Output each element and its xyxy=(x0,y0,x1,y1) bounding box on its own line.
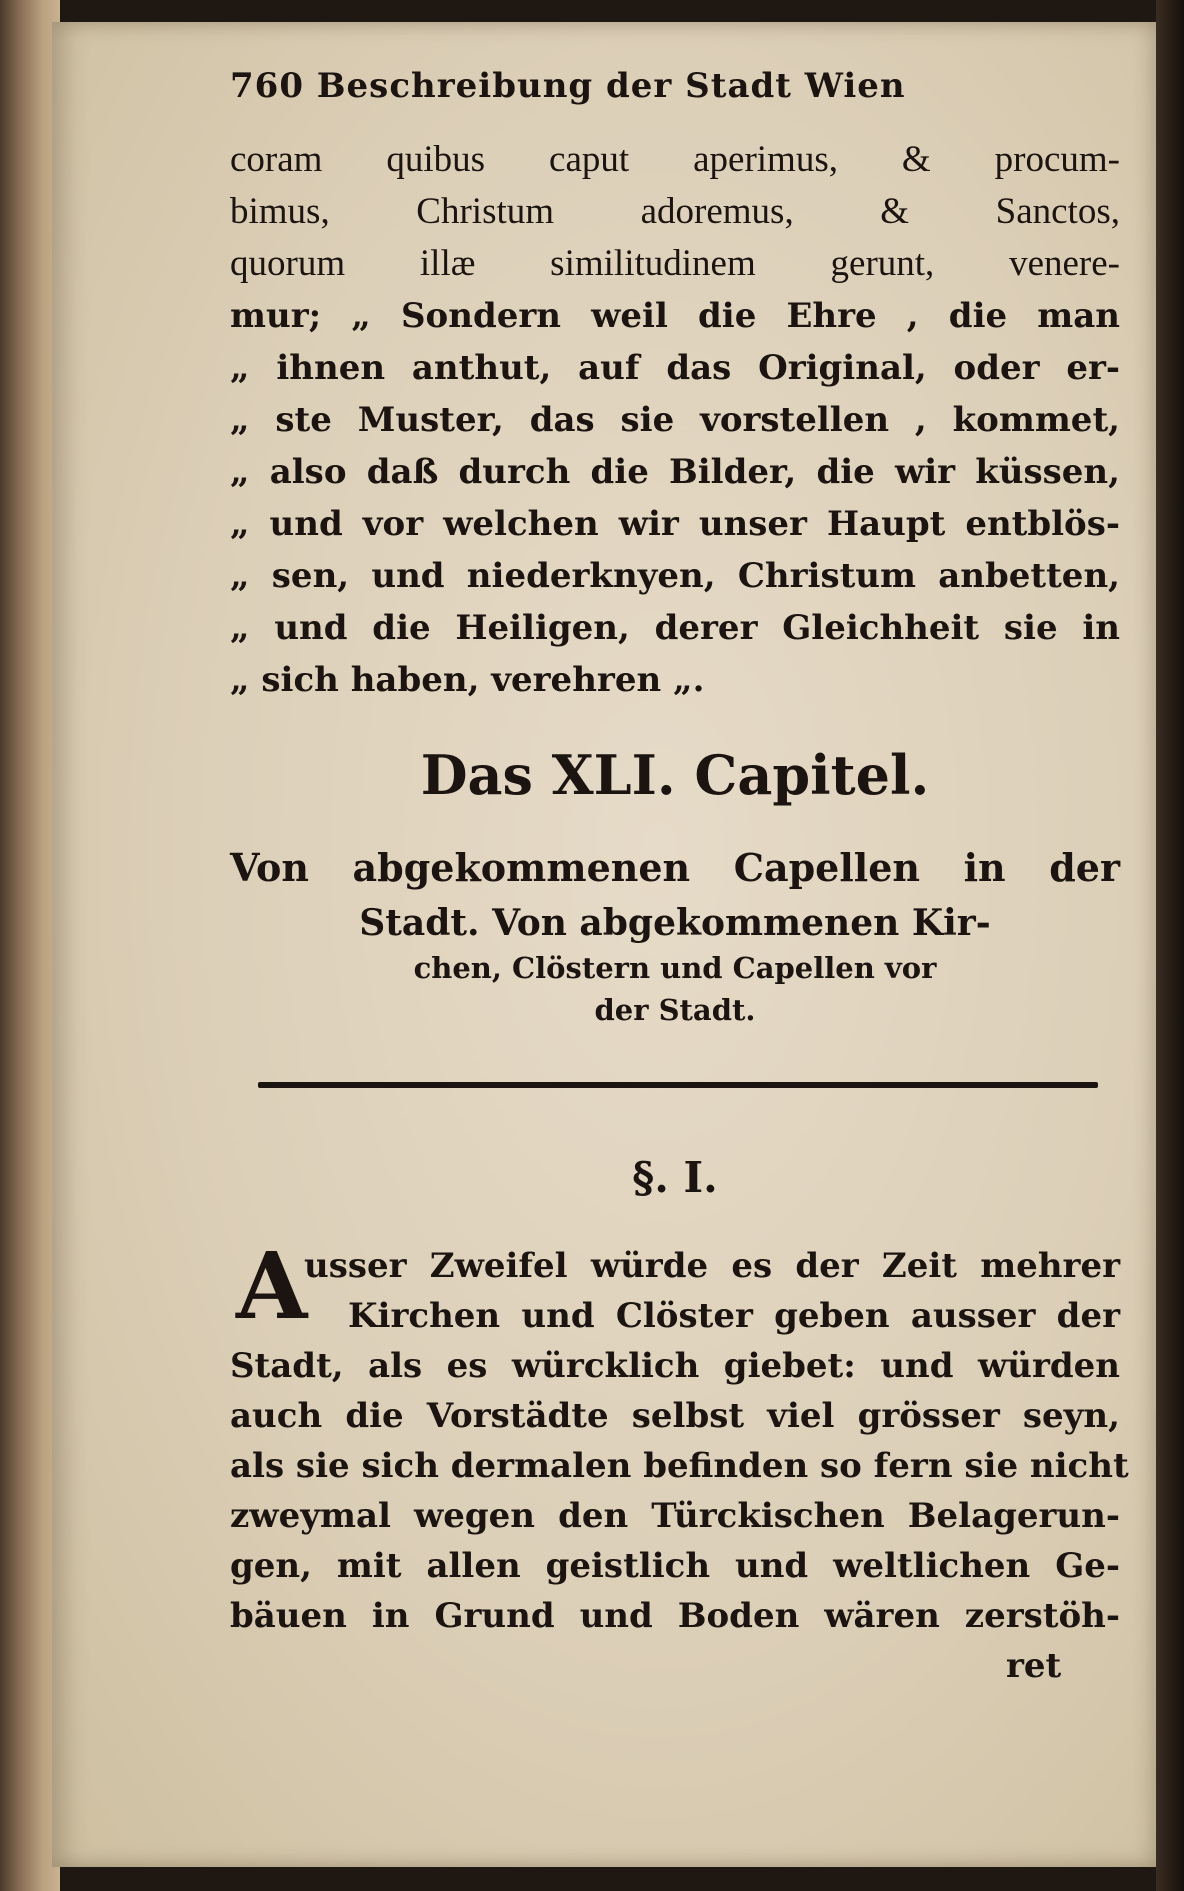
chapter-subtitle-line: Von abgekommenen Capellen in der xyxy=(230,845,1120,890)
body-line: bäuen in Grund und Boden wären zerstöh- xyxy=(230,1596,1120,1636)
drop-cap-initial: A xyxy=(236,1232,308,1340)
body-line: zweymal wegen den Türckischen Belagerun- xyxy=(230,1496,1120,1536)
body-line: gen, mit allen geistlich und weltlichen Ge- xyxy=(230,1546,1120,1586)
quote-line: coram quibus caput aperimus, & procum- xyxy=(230,139,1120,180)
horizontal-rule xyxy=(258,1082,1098,1088)
quote-line: quorum illæ similitudinem gerunt, venere- xyxy=(230,243,1120,284)
quote-line: „ ihnen anthut, auf das Original, oder er- xyxy=(230,348,1120,388)
body-line: als sie sich dermalen befinden so fern sie nicht xyxy=(230,1446,1129,1486)
quote-line: bimus, Christum adoremus, & Sanctos, xyxy=(230,191,1120,232)
body-line: usser Zweifel würde es der Zeit mehrer xyxy=(304,1246,1120,1286)
chapter-title: Das XLI. Capitel. xyxy=(420,743,930,807)
body-line: auch die Vorstädte selbst viel grösser seyn, xyxy=(230,1396,1120,1436)
catchword: ret xyxy=(1006,1646,1062,1686)
quote-line: „ und die Heiligen, derer Gleichheit sie in xyxy=(230,608,1120,648)
chapter-subtitle-line: Stadt. Von abgekommenen Kir- xyxy=(359,902,991,944)
body-line: Kirchen und Clöster geben ausser der xyxy=(348,1296,1120,1336)
quote-line: „ sich haben, verehren „. xyxy=(230,660,705,700)
running-head: 760 Beschreibung der Stadt Wien xyxy=(230,66,906,106)
quote-line: „ sen, und niederknyen, Christum anbetten, xyxy=(230,556,1120,596)
quote-line: „ und vor welchen wir unser Haupt entblös- xyxy=(230,504,1120,544)
body-line: Stadt, als es würcklich giebet: und würden xyxy=(230,1346,1120,1386)
page-stack-edge xyxy=(0,0,60,1891)
chapter-subtitle-line: der Stadt. xyxy=(594,993,756,1027)
chapter-subtitle-line: chen, Clöstern und Capellen vor xyxy=(413,951,937,985)
quote-line: „ also daß durch die Bilder, die wir küssen, xyxy=(230,452,1120,492)
book-gutter xyxy=(1156,0,1184,1891)
section-mark: §. I. xyxy=(632,1153,718,1202)
quote-line: mur; „ Sondern weil die Ehre , die man xyxy=(230,296,1120,336)
quote-line: „ ste Muster, das sie vorstellen , kommet, xyxy=(230,400,1120,440)
